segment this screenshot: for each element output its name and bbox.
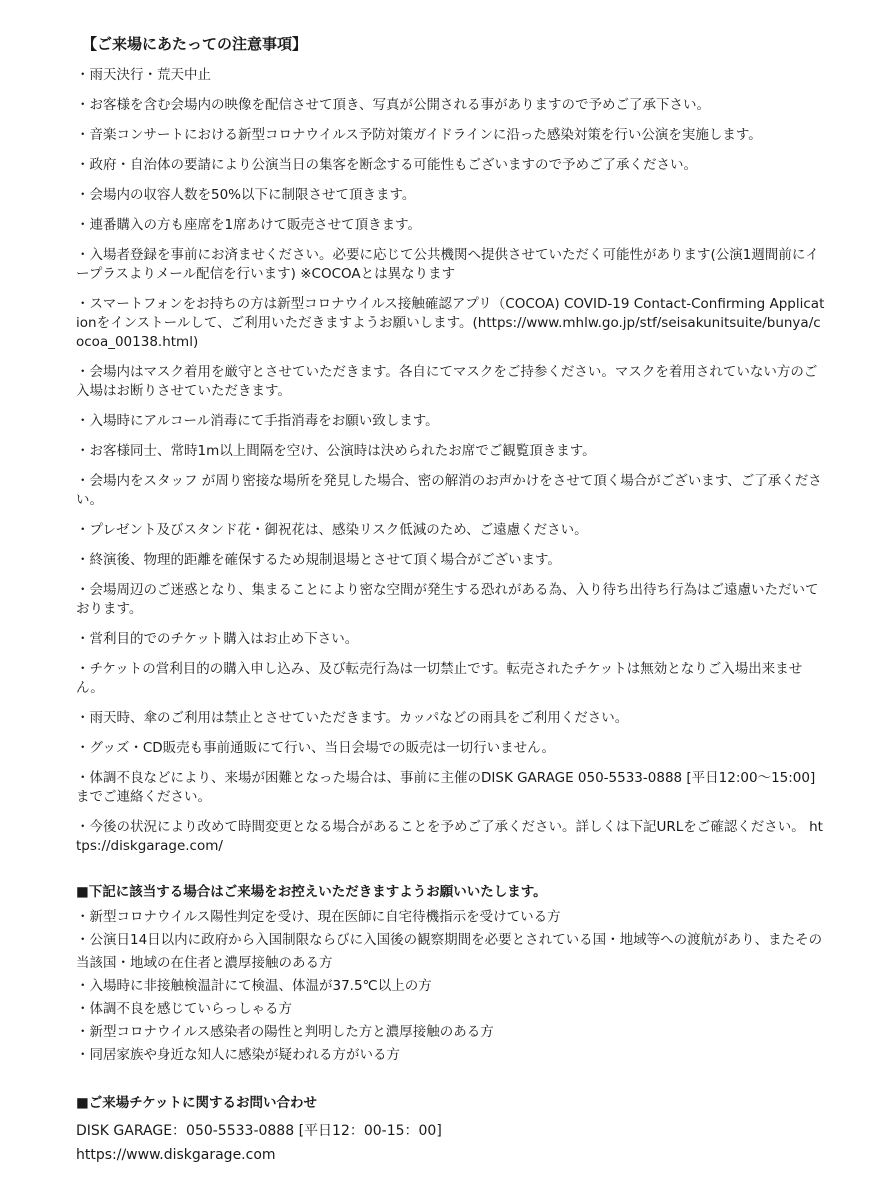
notice-item: ・音楽コンサートにおける新型コロナウイルス予防対策ガイドラインに沿った感染対策を行い公演を実施します。 bbox=[76, 127, 762, 143]
notice-item: ・会場内はマスク着用を厳守とさせていただきます。各自にてマスクをご持参ください。マスクを着用されていない方のご入場はお断りさせていただきます。 bbox=[76, 364, 818, 399]
notice-item: ・入場者登録を事前にお済ませください。必要に応じて公共機関へ提供させていただく可能性があります(公演1週間前にイープラスよりメール配信を行います) ※COCOAとは異なります bbox=[76, 247, 819, 282]
list-item: ・公演日14日以内に政府から入国制限ならびに入国後の観察期間を必要とされている国・地域等への渡航があり、またその当該国・地域の在住者と濃厚接触のある方 bbox=[76, 932, 823, 971]
notice-item-cocoa: ・スマートフォンをお持ちの方は新型コロナウイルス接触確認アプリ（COCOA) COVID-19 Contact-Confirming Applicationをインストールして、ご利用いただきますようお願いします。(https://www.mhlw.go.jp/stf/seisakunitsuite/bunya/cocoa_00138.html) bbox=[76, 296, 825, 350]
restriction-title: ■下記に該当する場合はご来場をお控えいただきますようお願いいたします。 bbox=[76, 884, 547, 900]
notice-item: ・チケットの営利目的の購入申し込み、及び転売行為は一切禁止です。転売されたチケットは無効となりご入場出来ません。 bbox=[76, 661, 803, 696]
notice-item: ・お客様同士、常時1m以上間隔を空け、公演時は決められたお席でご観覧頂きます。 bbox=[76, 443, 596, 459]
contact-phone: DISK GARAGE：050-5533-0888 [平日12：00-15：00] bbox=[76, 1123, 442, 1139]
notice-item: ・グッズ・CD販売も事前通販にて行い、当日会場での販売は一切行いません。 bbox=[76, 740, 555, 756]
list-item: ・新型コロナウイルス陽性判定を受け、現在医師に自宅待機指示を受けている方 bbox=[76, 909, 561, 925]
notice-item: ・終演後、物理的距離を確保するため規制退場とさせて頂く場合がございます。 bbox=[76, 552, 561, 568]
notice-item: ・会場周辺のご迷惑となり、集まることにより密な空間が発生する恐れがある為、入り待ち出待ち行為はご遠慮いただいております。 bbox=[76, 582, 819, 617]
notice-item: ・入場時にアルコール消毒にて手指消毒をお願い致します。 bbox=[76, 413, 439, 429]
notice-item: ・お客様を含む会場内の映像を配信させて頂き、写真が公開される事がありますので予めご了承下さい。 bbox=[76, 97, 710, 113]
list-item: ・入場時に非接触検温計にて検温、体温が37.5℃以上の方 bbox=[76, 978, 432, 994]
list-item: ・体調不良を感じていらっしゃる方 bbox=[76, 1001, 292, 1017]
contact-title: ■ご来場チケットに関するお問い合わせ bbox=[76, 1095, 318, 1111]
notice-item: ・雨天時、傘のご利用は禁止とさせていただきます。カッパなどの雨具をご利用ください。 bbox=[76, 710, 629, 726]
notice-item: ・会場内をスタッフ が周り密接な場所を発見した場合、密の解消のお声かけをさせて頂く場合がございます、ご了承ください。 bbox=[76, 473, 822, 508]
list-item: ・新型コロナウイルス感染者の陽性と判明した方と濃厚接触のある方 bbox=[76, 1024, 494, 1040]
contact-url: https://www.diskgarage.com bbox=[76, 1147, 276, 1163]
restriction-list bbox=[76, 906, 826, 1067]
notice-item-url: ・今後の状況により改めて時間変更となる場合があることを予めご了承ください。詳しくは下記URLをご確認ください。 https://diskgarage.com/ bbox=[76, 819, 823, 854]
notice-item: ・営利目的でのチケット購入はお止め下さい。 bbox=[76, 631, 359, 647]
notice-item: ・プレゼント及びスタンド花・御祝花は、感染リスク低減のため、ご遠慮ください。 bbox=[76, 522, 588, 538]
notice-item: ・連番購入の方も座席を1席あけて販売させて頂きます。 bbox=[76, 217, 422, 233]
notice-item: ・会場内の収容人数を50%以下に制限させて頂きます。 bbox=[76, 187, 416, 203]
notice-item: ・政府・自治体の要請により公演当日の集客を断念する可能性もございますので予めご了承ください。 bbox=[76, 157, 697, 173]
list-item: ・同居家族や身近な知人に感染が疑われる方がいる方 bbox=[76, 1047, 400, 1063]
notice-item: ・雨天決行・荒天中止 bbox=[76, 67, 211, 83]
notice-title: 【ご来場にあたっての注意事項】 bbox=[82, 35, 308, 53]
notice-item-contact: ・体調不良などにより、来場が困難となった場合は、事前に主催のDISK GARAGE 050-5533-0888 [平日12:00〜15:00]までご連絡ください。 bbox=[76, 770, 816, 805]
